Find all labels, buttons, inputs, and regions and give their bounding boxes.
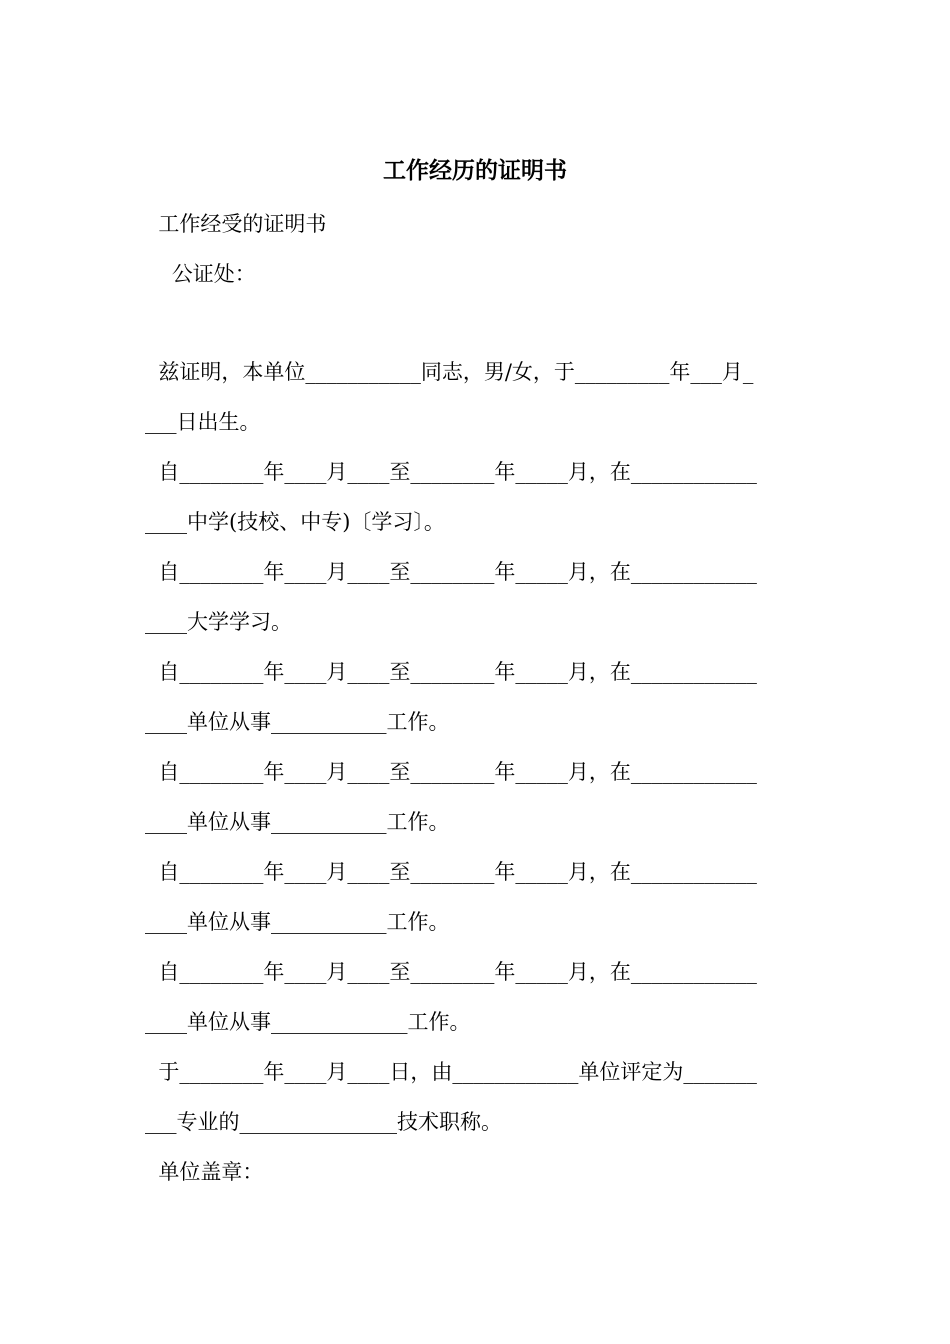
- body-line: ____单位从事___________工作。: [145, 910, 450, 934]
- body-line: 自________年____月____至________年_____月，在____________: [145, 560, 757, 584]
- body-line: ____中学(技校、中专)〔学习〕。: [145, 510, 445, 534]
- body-line: 自________年____月____至________年_____月，在____________: [145, 760, 757, 784]
- seal-line: 单位盖章：: [145, 1160, 264, 1184]
- body-line: ___日出生。: [145, 410, 261, 434]
- body-line: ____大学学习。: [145, 610, 292, 634]
- document-title: 工作经历的证明书: [383, 157, 567, 184]
- body-line: 于________年____月____日，由____________单位评定为_______: [145, 1060, 757, 1084]
- subtitle-line: 工作经受的证明书: [145, 212, 327, 236]
- body-line: 自________年____月____至________年_____月，在____________: [145, 860, 757, 884]
- body-line: 兹证明，本单位___________同志，男/女，于_________年___月_: [145, 360, 754, 384]
- body-line: ___专业的_______________技术职称。: [145, 1110, 502, 1134]
- body-line: 自________年____月____至________年_____月，在____________: [145, 460, 757, 484]
- body-line: 自________年____月____至________年_____月，在____________: [145, 960, 757, 984]
- body-line: ____单位从事_____________工作。: [145, 1010, 471, 1034]
- body-line: ____单位从事___________工作。: [145, 810, 450, 834]
- addressee-line: 公证处：: [145, 262, 256, 286]
- body-line: ____单位从事___________工作。: [145, 710, 450, 734]
- body-line: 自________年____月____至________年_____月，在____________: [145, 660, 757, 684]
